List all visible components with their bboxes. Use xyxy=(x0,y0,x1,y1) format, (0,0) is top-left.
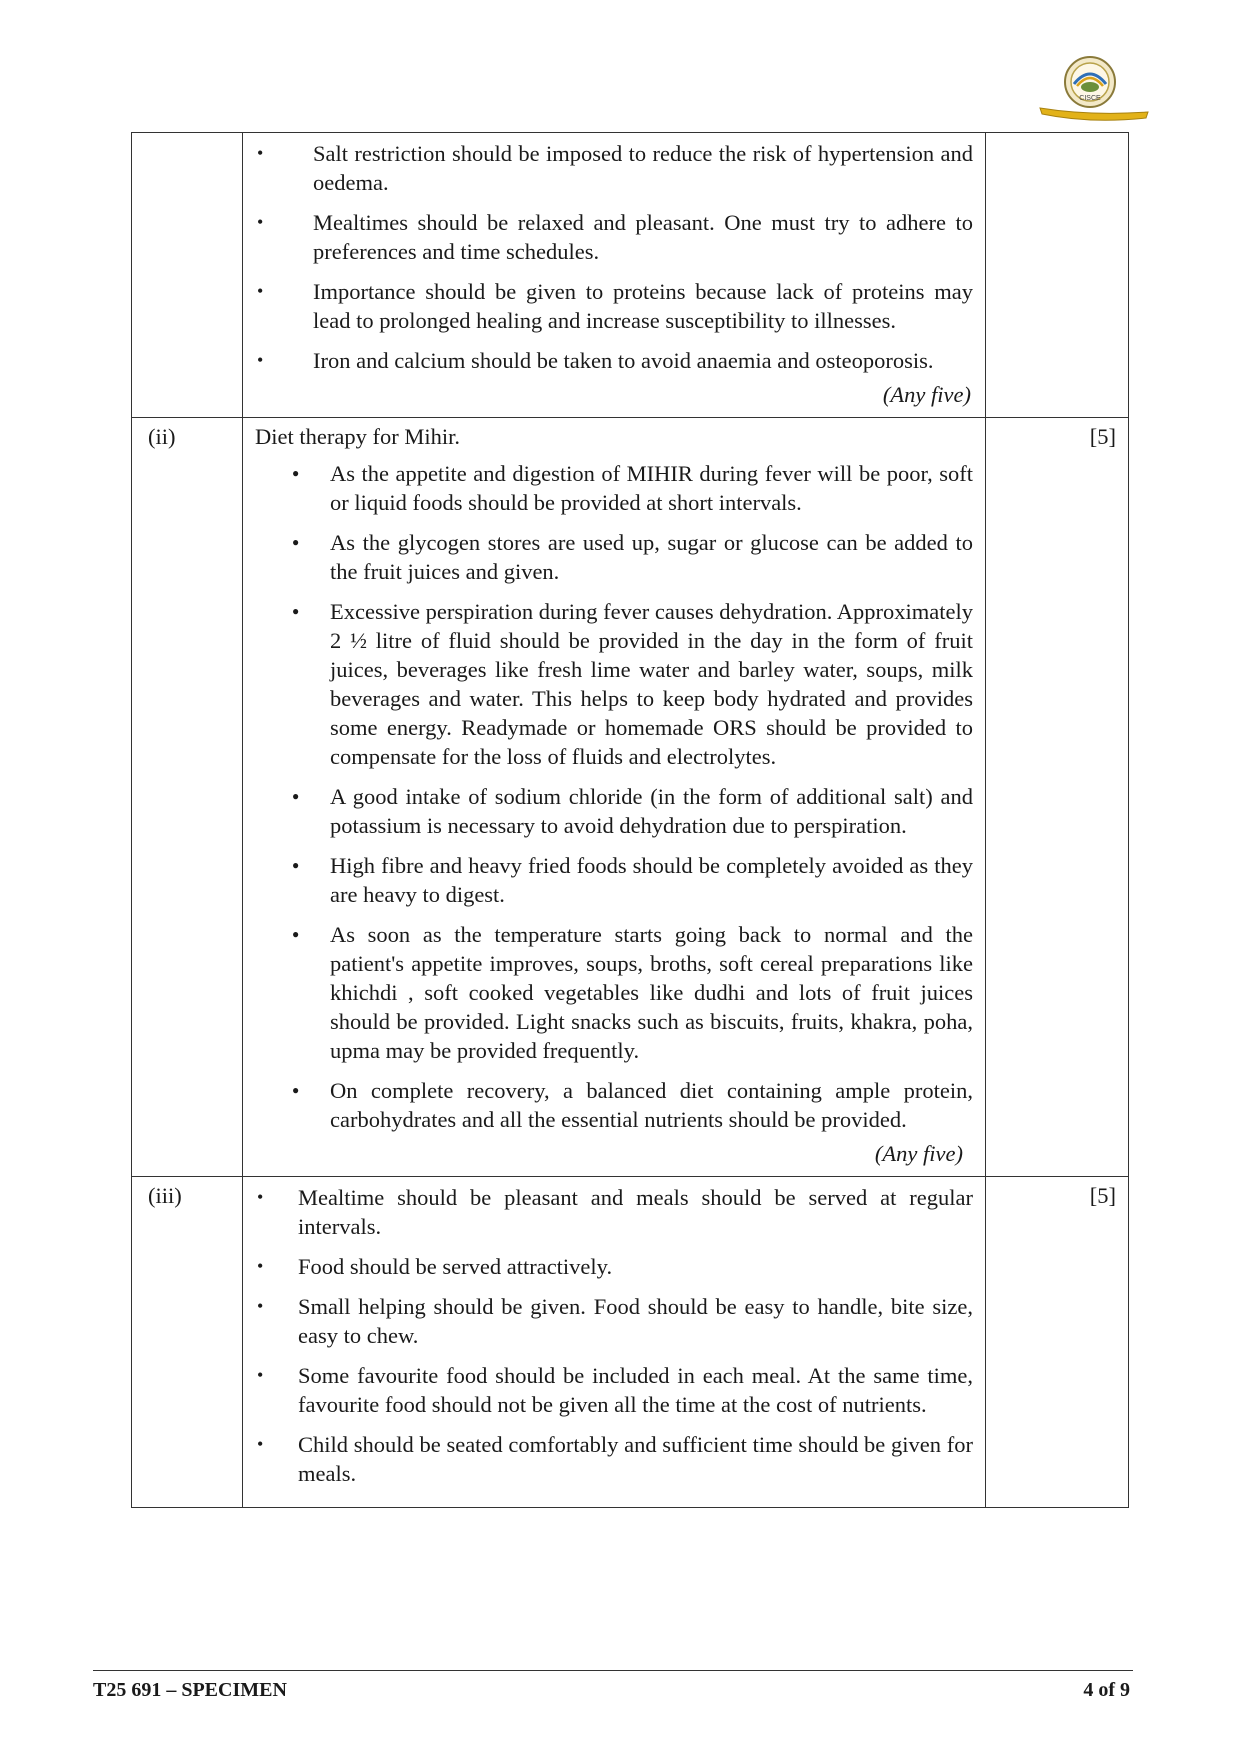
list-item: ● As soon as the temperature starts going back to normal and the patient's appetite improves, soups, broths, soft cereal preparations like khichdi , soft cooked vegetables like dudhi and lots of fruit juices should be provided. Light snacks such as biscuits, fruits, khakra, poha, upma may be provided frequently. xyxy=(255,920,973,1065)
page-number: 4 of 9 xyxy=(1083,1679,1130,1701)
paper-code: T25 691 – SPECIMEN xyxy=(93,1679,287,1701)
list-item: ● High fibre and heavy fried foods should be completely avoided as they are heavy to digest. xyxy=(255,851,973,909)
answer-body xyxy=(243,133,986,418)
list-item: • Child should be seated comfortably and sufficient time should be given for meals. xyxy=(255,1430,973,1488)
list-item: ● On complete recovery, a balanced diet containing ample protein, carbohydrates and all the essential nutrients should be provided. xyxy=(255,1076,973,1134)
list-item: • Some favourite food should be included in each meal. At the same time, favourite food should not be given all the time at the cost of nutrients. xyxy=(255,1361,973,1419)
marks xyxy=(986,133,1129,418)
any-five-note: (Any five) xyxy=(882,382,971,407)
marks: [5] xyxy=(986,418,1129,1177)
list-item: • Importance should be given to proteins because lack of proteins may lead to prolonged healing and increase susceptibility to illnesses. xyxy=(255,277,973,335)
table-row xyxy=(132,418,1129,1177)
answer-body xyxy=(243,1177,986,1508)
list-item: • Mealtimes should be relaxed and pleasant. One must try to adhere to preferences and time schedules. xyxy=(255,208,973,266)
footer-divider xyxy=(93,1670,1133,1671)
list-item: • Small helping should be given. Food should be easy to handle, bite size, easy to chew. xyxy=(255,1292,973,1350)
list-item: ● As the glycogen stores are used up, sugar or glucose can be added to the fruit juices and given. xyxy=(255,528,973,586)
bullet-list xyxy=(255,139,973,375)
list-item: ● As the appetite and digestion of MIHIR during fever will be poor, soft or liquid foods should be provided at short intervals. xyxy=(255,459,973,517)
list-item: ● A good intake of sodium chloride (in the form of additional salt) and potassium is necessary to avoid dehydration due to perspiration. xyxy=(255,782,973,840)
list-item: • Iron and calcium should be taken to avoid anaemia and osteoporosis. xyxy=(255,346,973,375)
question-number: (ii) xyxy=(132,418,243,1177)
answer-body xyxy=(243,418,986,1177)
list-item: • Salt restriction should be imposed to reduce the risk of hypertension and oedema. xyxy=(255,139,973,197)
any-five-note: (Any five) xyxy=(874,1141,963,1166)
table-row xyxy=(132,133,1129,418)
cisce-logo xyxy=(1030,50,1155,130)
list-item: ● Excessive perspiration during fever causes dehydration. Approximately 2 ½ litre of fluid should be provided in the day in the form of fruit juices, beverages like fresh lime water and barley water, soups, milk beverages and water. This helps to keep body hydrated and provides some energy. Readymade or homemade ORS should be provided to compensate for the loss of fluids and electrolytes. xyxy=(255,597,973,771)
list-item: • Mealtime should be pleasant and meals should be served at regular intervals. xyxy=(255,1183,973,1241)
question-number xyxy=(132,133,243,418)
marks: [5] xyxy=(986,1177,1129,1508)
answer-table xyxy=(131,132,1129,1508)
question-number: (iii) xyxy=(132,1177,243,1508)
list-item: • Food should be served attractively. xyxy=(255,1252,973,1281)
answer-intro: Diet therapy for Mihir. xyxy=(255,424,460,449)
bullet-list xyxy=(255,459,973,1134)
table-row xyxy=(132,1177,1129,1508)
svg-text:CISCE: CISCE xyxy=(1079,95,1101,102)
bullet-list xyxy=(255,1183,973,1488)
